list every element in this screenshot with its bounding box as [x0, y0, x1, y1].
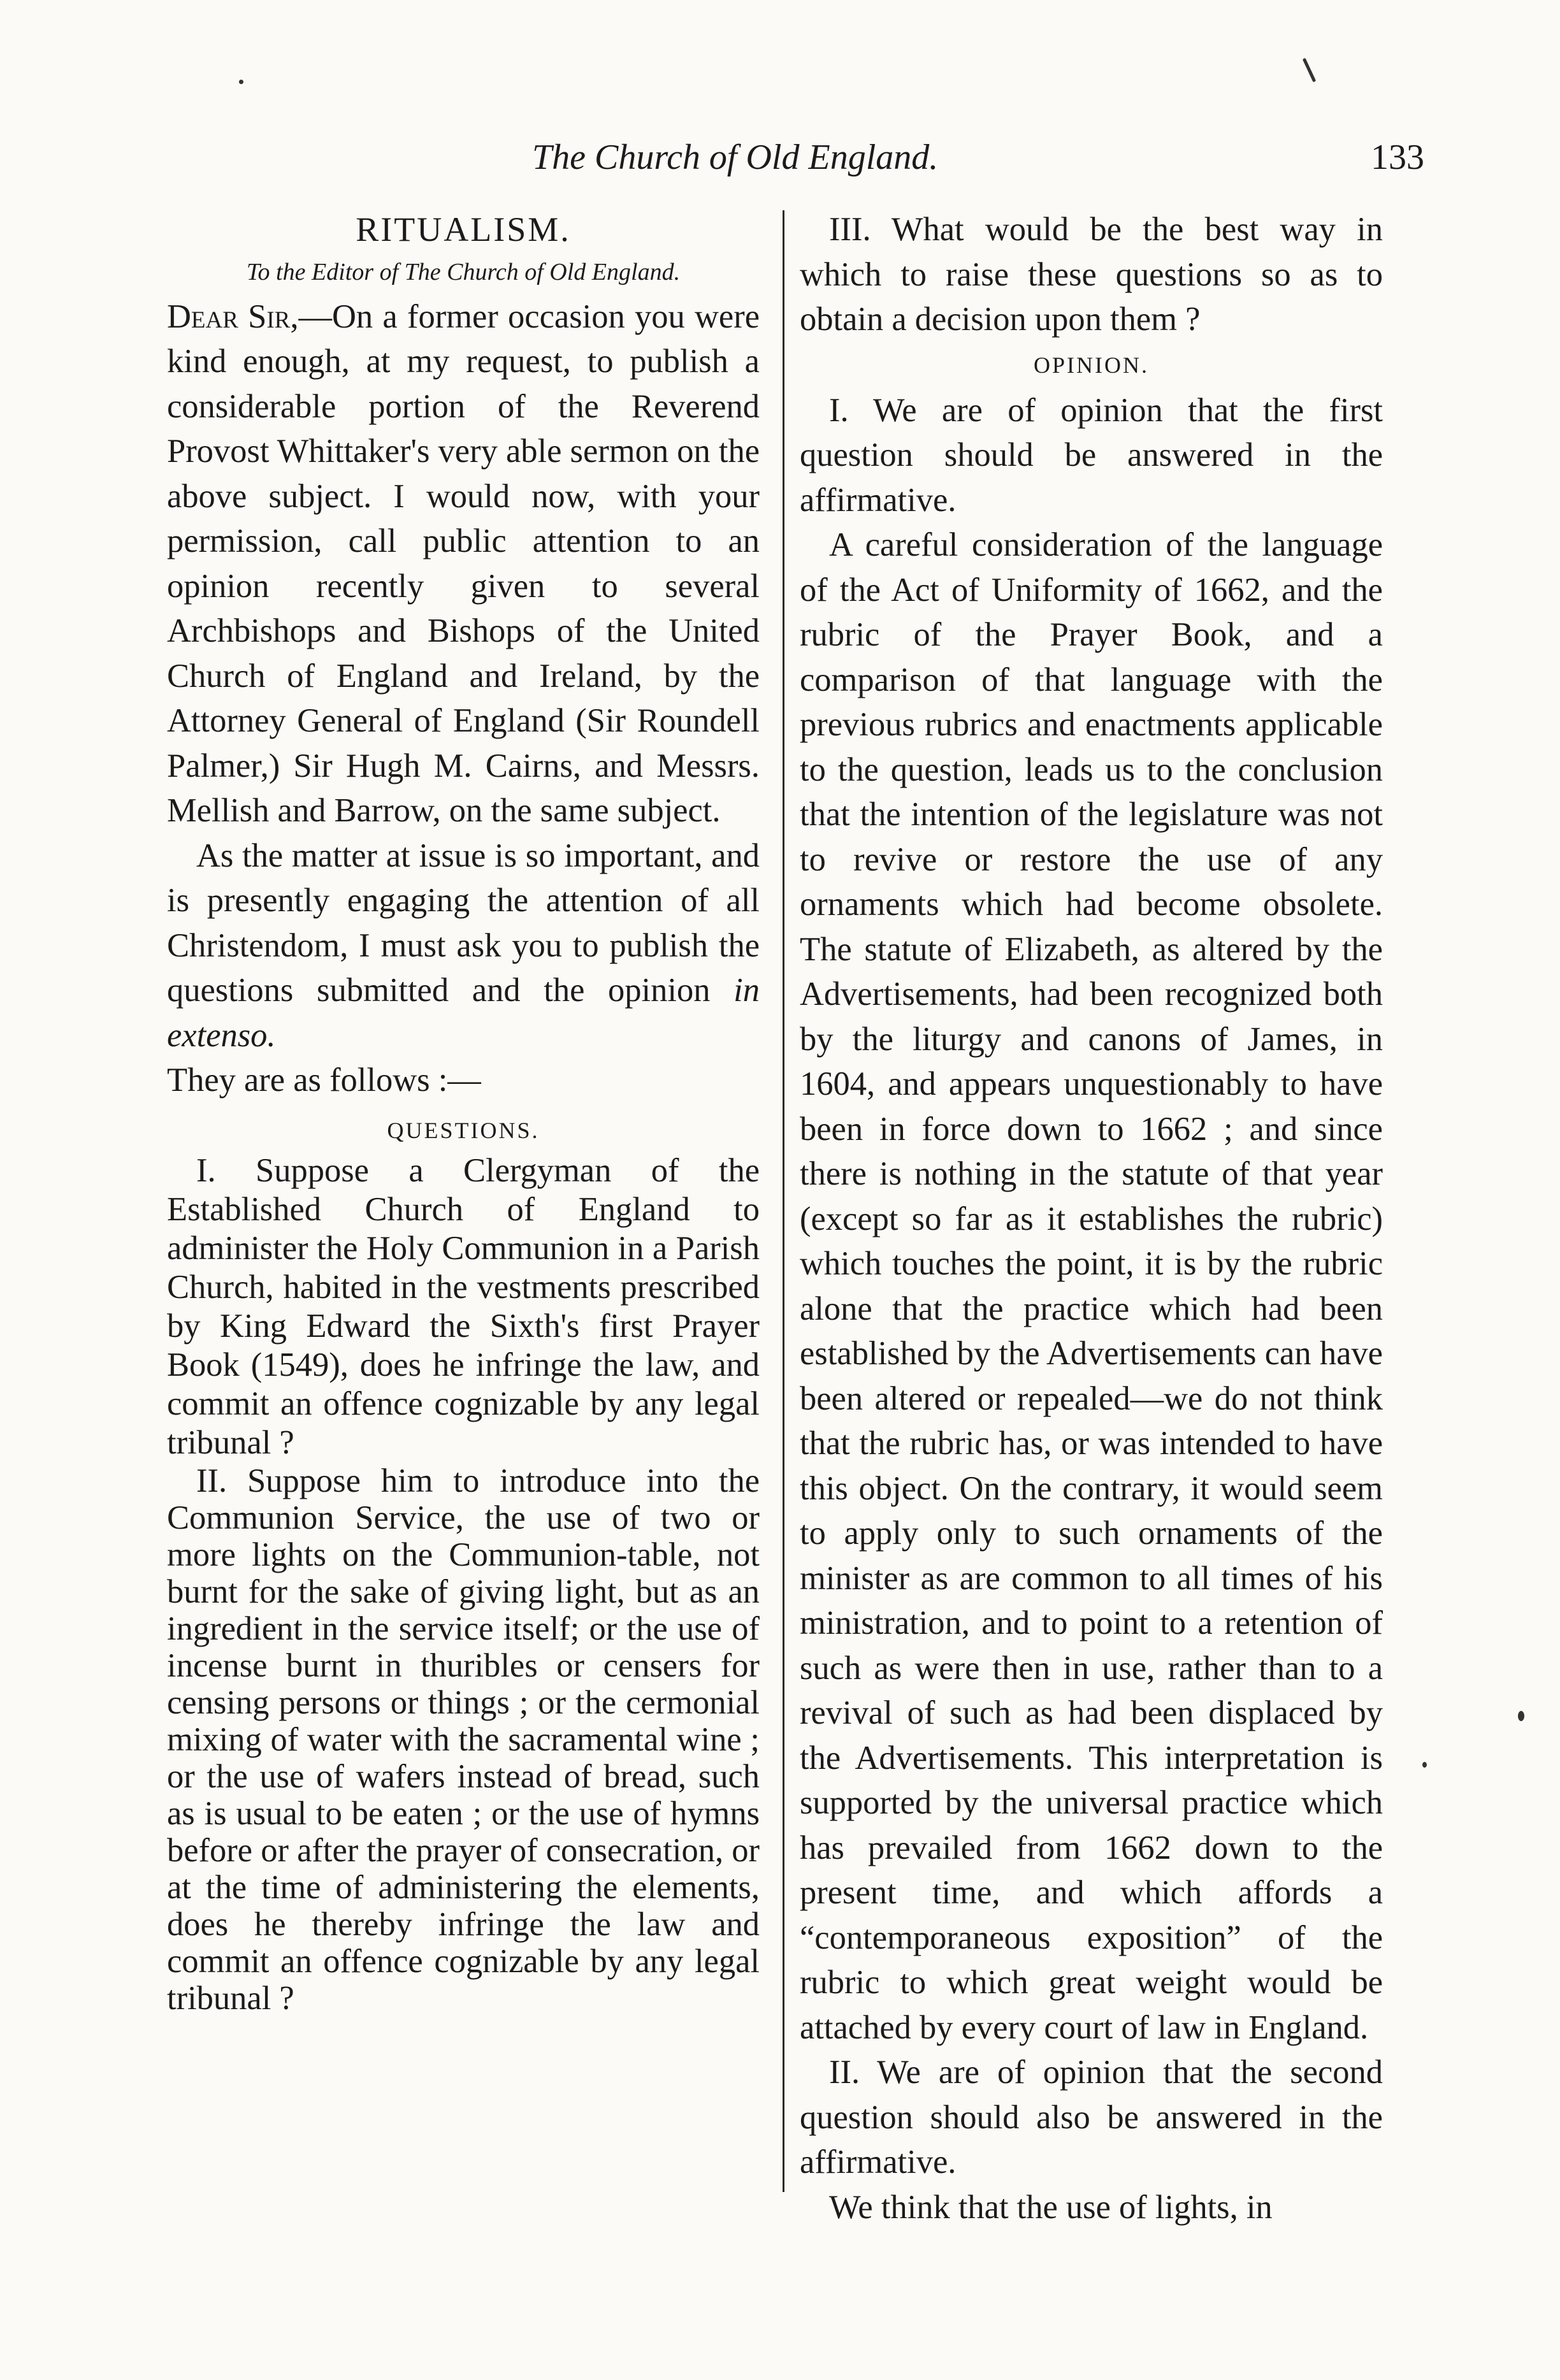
questions-heading: QUESTIONS.: [387, 1117, 540, 1143]
intro-paragraph-2-italic: in extenso.: [167, 972, 760, 1054]
opinion-paragraph-3: II. We are of opinion that the second question should also be answered in the affirmative.: [800, 2054, 1383, 2181]
intro-paragraph-2: [167, 833, 760, 1058]
salutation: Dear Sir,: [167, 298, 299, 335]
opinion-paragraph-4: We think that the use of lights, in: [829, 2188, 1273, 2226]
intro-paragraph-1: [167, 294, 760, 833]
question-3: III. What would be the best way in which to raise these questions so as to obtain a decision upon them ?: [800, 211, 1383, 338]
right-column: [800, 207, 1383, 2230]
intro-paragraph-2-text: As the matter at issue is so important, and is presently engaging the attention of all Christendom, I must ask you to publish the questions submitted and the opinion: [167, 837, 760, 1009]
opinion-paragraph-1: I. We are of opinion that the first question should be answered in the affirmative.: [800, 391, 1383, 519]
column-divider: [783, 210, 784, 2192]
scan-speck: [1422, 1762, 1427, 1768]
left-column: [167, 207, 760, 2017]
question-1: I. Suppose a Clergyman of the Established Church of England to administer the Holy Communion in a Parish Church, habited in the vestments prescribed by King Edward the Sixth's first Prayer Book (1549), does he infringe the law, and commit an offence cognizable by any legal tribunal ?: [167, 1151, 760, 1461]
question-2: II. Suppose him to introduce into the Communion Service, the use of two or more lights on the Communion-table, not burnt for the sake of giving light, but as an ingredient in the service itself; or the use of incense burnt in thuribles or censers for censing persons or things ; or the cermonial mixing of water with the sacramental wine ; or the use of wafers instead of bread, such as is usual to be eaten ; or the use of hymns before or after the prayer of consecration, or at the time of administering the elements, does he thereby infringe the law and commit an offence cognizable by any legal tribunal ?: [167, 1462, 760, 2017]
opinion-paragraph-2: A careful consideration of the language of the Act of Uniformity of 1662, and the rubric of the Prayer Book, and a comparison of that language with the previous rubrics and enactments applicable to the question, leads us to the conclusion that the intention of the legislature was not to revive or restore the use of any ornaments which had become obsolete. The statute of Elizabeth, as altered by the Advertisements, had been recognized both by the liturgy and canons of James, in 1604, and appears unquestionably to have been in force down to 1662 ; and since there is nothing in the statute of that year (except so far as it establishes the rubric) which touches the point, it is by the rubric alone that the practice which had been established by the Advertisements can have been altered or repealed—we do not think that the rubric has, or was intended to have this object. On the contrary, it would seem to apply only to such ornaments of the minister as are common to all times of his ministration, and to point to a retention of such as were then in use, rather than to a revival of such as had been displaced by the Advertisements. This interpretation is supported by the universal practice which has prevailed from 1662 down to the present time, and which affords a “contemporaneous exposition” of the rubric to which great weight would be attached by every court of law in England.: [800, 526, 1383, 2046]
intro-paragraph-1-text: —On a former occasion you were kind enough, at my request, to publish a considerable portion of the Reverend Provost Whittaker's very able sermon on the above subject. I would now, with your permission, call public attention to an opinion recently given to several Archbishops and Bishops of the United Church of England and Ireland, by the Attorney General of England (Sir Roundell Palmer,) Sir Hugh M. Cairns, and Messrs. Mellish and Barrow, on the same subject.: [167, 298, 760, 829]
scan-speck: [1518, 1711, 1524, 1721]
scan-speck: [1303, 58, 1316, 82]
running-head: [532, 137, 1424, 194]
article-title: RITUALISM.: [356, 210, 571, 249]
running-title: The Church of Old England.: [532, 138, 939, 177]
dedication-line: To the Editor of The Church of Old England.: [246, 258, 681, 285]
page-number: 133: [1371, 138, 1424, 177]
opinion-heading: OPINION.: [1034, 352, 1149, 378]
scan-speck: [239, 80, 243, 84]
intro-paragraph-3: They are as follows :—: [167, 1062, 481, 1099]
